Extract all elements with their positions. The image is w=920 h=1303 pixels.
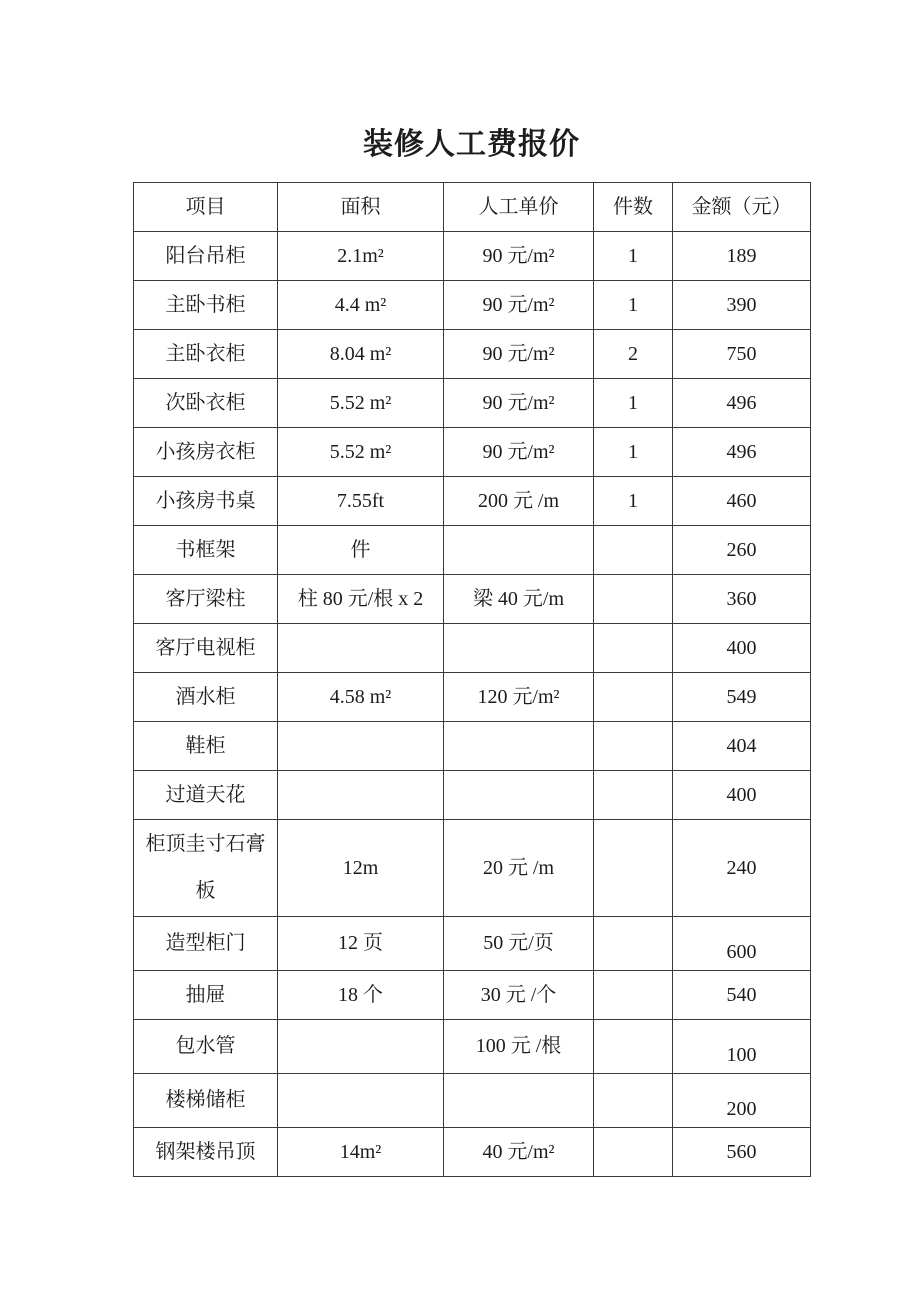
table-row [134,379,811,428]
item-cell: 小孩房衣柜 [134,428,278,477]
item-cell: 柜顶圭寸石膏板 [134,820,278,917]
amount-cell: 400 [673,771,811,820]
table-row [134,575,811,624]
area-cell: 12m [278,820,444,917]
unit-price-cell: 30 元 /个 [444,971,594,1020]
unit-price-cell [444,771,594,820]
item-cell: 客厅电视柜 [134,624,278,673]
area-cell [278,722,444,771]
area-cell [278,624,444,673]
item-cell: 次卧衣柜 [134,379,278,428]
table-row [134,624,811,673]
amount-cell: 100 [673,1020,811,1074]
area-cell: 4.58 m² [278,673,444,722]
area-cell: 7.55ft [278,477,444,526]
amount-cell: 496 [673,379,811,428]
table-row [134,526,811,575]
unit-price-cell: 40 元/m² [444,1128,594,1177]
page-title: 装修人工费报价 [363,128,580,161]
amount-cell: 750 [673,330,811,379]
amount-cell: 189 [673,232,811,281]
amount-cell: 260 [673,526,811,575]
amount-cell: 390 [673,281,811,330]
unit-price-cell: 90 元/m² [444,379,594,428]
count-cell: 2 [594,330,673,379]
amount-cell: 496 [673,428,811,477]
area-cell: 件 [278,526,444,575]
unit-price-cell: 120 元/m² [444,673,594,722]
item-cell: 抽屉 [134,971,278,1020]
table-row [134,477,811,526]
item-cell: 酒水柜 [134,673,278,722]
count-cell: 1 [594,379,673,428]
amount-cell: 240 [673,820,811,917]
area-cell: 14m² [278,1128,444,1177]
count-cell [594,1128,673,1177]
count-cell: 1 [594,281,673,330]
amount-cell: 600 [673,917,811,971]
unit-price-cell: 90 元/m² [444,428,594,477]
table-row [134,971,811,1020]
item-cell: 主卧衣柜 [134,330,278,379]
unit-price-cell: 50 元/页 [444,917,594,971]
area-cell [278,1074,444,1128]
table-row [134,820,811,917]
table-row [134,673,811,722]
count-cell [594,575,673,624]
area-cell: 5.52 m² [278,379,444,428]
count-cell [594,771,673,820]
item-cell: 主卧书柜 [134,281,278,330]
count-cell [594,624,673,673]
item-cell: 包水管 [134,1020,278,1074]
table-row [134,917,811,971]
area-cell [278,771,444,820]
area-cell: 8.04 m² [278,330,444,379]
item-cell: 过道天花 [134,771,278,820]
header-row [134,183,811,232]
table-row [134,281,811,330]
quotation-table [133,182,811,1177]
unit-price-cell: 20 元 /m [444,820,594,917]
amount-cell: 460 [673,477,811,526]
item-cell: 书框架 [134,526,278,575]
item-cell: 阳台吊柜 [134,232,278,281]
table-row [134,1020,811,1074]
item-cell: 造型柜门 [134,917,278,971]
item-cell: 小孩房书桌 [134,477,278,526]
table-row [134,1128,811,1177]
amount-cell: 360 [673,575,811,624]
area-cell: 5.52 m² [278,428,444,477]
count-cell: 1 [594,477,673,526]
header-count: 件数 [594,183,673,232]
area-cell: 4.4 m² [278,281,444,330]
item-cell: 楼梯储柜 [134,1074,278,1128]
unit-price-cell: 90 元/m² [444,232,594,281]
count-cell: 1 [594,428,673,477]
unit-price-cell: 梁 40 元/m [444,575,594,624]
amount-cell: 560 [673,1128,811,1177]
amount-cell: 200 [673,1074,811,1128]
unit-price-cell [444,1074,594,1128]
header-item: 项目 [134,183,278,232]
amount-cell: 400 [673,624,811,673]
unit-price-cell: 200 元 /m [444,477,594,526]
count-cell [594,722,673,771]
title-area [133,126,810,164]
table-row [134,722,811,771]
amount-cell: 549 [673,673,811,722]
count-cell [594,971,673,1020]
count-cell [594,820,673,917]
count-cell [594,917,673,971]
area-cell: 2.1m² [278,232,444,281]
area-cell: 18 个 [278,971,444,1020]
table-row [134,330,811,379]
unit-price-cell [444,526,594,575]
amount-cell: 540 [673,971,811,1020]
unit-price-cell [444,624,594,673]
header-amount: 金额（元） [673,183,811,232]
item-cell: 鞋柜 [134,722,278,771]
table-row [134,428,811,477]
area-cell: 12 页 [278,917,444,971]
count-cell [594,526,673,575]
unit-price-cell: 100 元 /根 [444,1020,594,1074]
header-area: 面积 [278,183,444,232]
unit-price-cell [444,722,594,771]
area-cell [278,1020,444,1074]
table-row [134,1074,811,1128]
unit-price-cell: 90 元/m² [444,281,594,330]
table-row [134,771,811,820]
count-cell [594,673,673,722]
amount-cell: 404 [673,722,811,771]
count-cell [594,1020,673,1074]
item-cell: 钢架楼吊顶 [134,1128,278,1177]
count-cell [594,1074,673,1128]
item-cell: 客厅梁柱 [134,575,278,624]
count-cell: 1 [594,232,673,281]
table-row [134,232,811,281]
unit-price-cell: 90 元/m² [444,330,594,379]
header-unit-price: 人工单价 [444,183,594,232]
area-cell: 柱 80 元/根 x 2 [278,575,444,624]
